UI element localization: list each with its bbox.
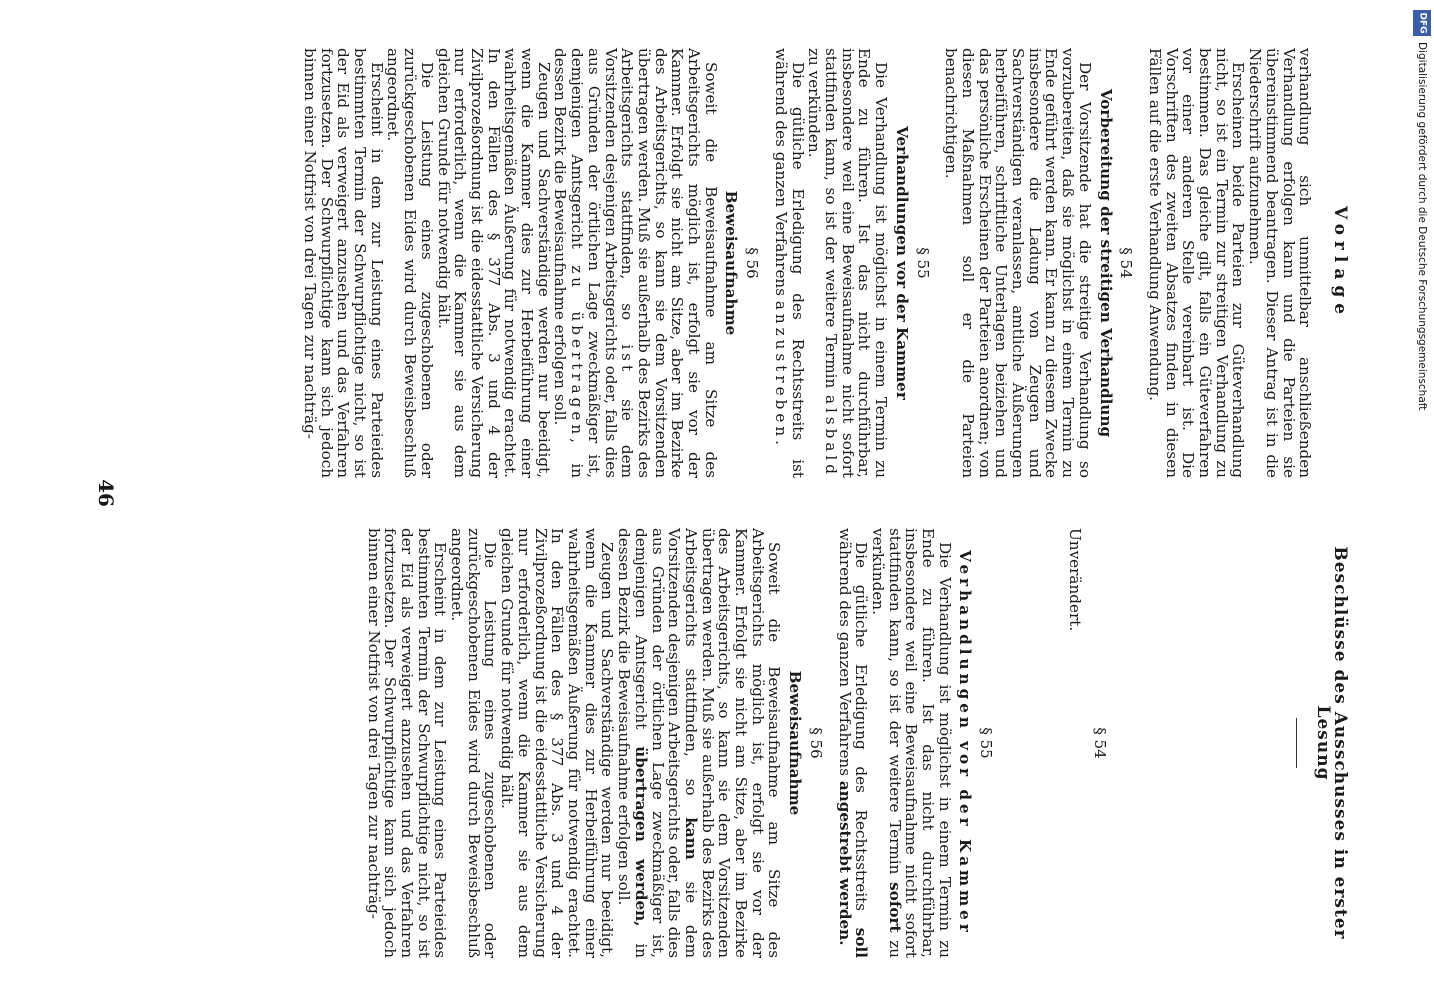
section-number: § 54 xyxy=(1117,247,1136,279)
column-vorlage xyxy=(301,48,1348,478)
paragraph: Soweit die Beweisaufnahme am Sitze des Arbeitsgerichts möglich ist, erfolgt sie vor der Kammer. Erfolgt sie nicht am Sitze, aber im Bezirke des Arbeitsgerichts, so kann sie dem Vorsitzenden übertragen werden. Muß sie außerhalb des Bezirks des Arbeitsgerichts stattfinden, so ist sie dem Vorsitzenden desjenigen Arbeitsgerichts oder, falls dies aus Gründen der örtlichen Lage zweckmäßiger ist, demjenigen Amtsgericht zu übertragen, in dessen Bezirk die Beweisaufnahme erfolgen soll. xyxy=(551,48,720,479)
paragraph: Erscheint in dem zur Leistung eines Parteieides bestimmten Termin der Schwurpflichtige nicht, so ist der Eid als verweigert anzusehen und das Verfahren fortzusetzen. Der Schwurpflichtige kann sich jedoch binnen einer Notfrist von drei Tagen zur nachträg- xyxy=(300,48,386,478)
paragraph: Zeugen und Sachverständige werden nur beeidigt, wenn die Kammer dies zur Herbeiführung einer wahrheitsgemäßen Äußerung für notwendig erachtet. In den Fällen des § 377 Abs. 3 und 4 der Zivilprozeßordnung ist die eidesstattliche Versicherung nur erforderlich, wenn die Kammer sie aus dem gleichen Grunde für notwendig hält. xyxy=(498,528,617,958)
section-number: § 55 xyxy=(913,247,932,279)
paragraph: Die gütliche Erledigung des Rechtsstreits ist während des ganzen Verfahrens anzustreben. xyxy=(771,48,807,478)
section-number: § 55 xyxy=(977,727,996,759)
column-title: Beschlüsse des Ausschusses in erster Lesung xyxy=(1313,546,1350,940)
section-number: § 54 xyxy=(1090,727,1109,759)
section-heading: Beweisaufnahme xyxy=(786,670,805,816)
paragraph: Der Vorsitzende hat die streitige Verhandlung so vorzubereiten, daß sie möglichst in einem Termin zu Ende geführt werden kann. Er kann zu diesem Zwecke insbesondere die Ladung von Zeugen und Sachverständigen veranlassen, amtliche Äußerungen herbeiführen, schriftliche Unterlagen beiziehen und das persönliche Erscheinen der Parteien anordnen; von diesen Maßnahmen soll er die Parteien benachrichtigen. xyxy=(942,48,1094,478)
section-heading: Verhandlungen vor der Kammer xyxy=(892,126,911,400)
paragraph: Die gütliche Erledigung des Rechtsstreits soll während des ganzen Verfahrens angestrebt werden. xyxy=(835,528,871,958)
paragraph: Die Verhandlung ist möglichst in einem Termin zu Ende zu führen. Ist das nicht durchführbar, insbesondere weil eine Beweisaufnahme nicht sofort stattfinden kann, so ist der weitere Termin sofort zu verkünden. xyxy=(868,528,954,959)
dfg-logo: DFG xyxy=(1413,10,1431,36)
paragraph: verhandlung sich unmittelbar anschließenden Verhandlung erfolgen kann und die Parteien sie übereinstimmend beantragen. Dieser Antrag ist in die Niederschrift aufzunehmen. xyxy=(1246,48,1315,478)
paragraph: Unverändert. xyxy=(1065,528,1084,632)
paragraph: Die Leistung eines zugeschobenen oder zurückgeschobenen Eides wird durch Beweisbeschluß angeordnet. xyxy=(448,528,500,958)
scanned-page xyxy=(8,8,1388,988)
section-heading: Vorbereitung der streitigen Verhandlung xyxy=(1096,88,1115,438)
paragraph: Die Leistung eines zugeschobenen oder zurückgeschobenen Eides wird durch Beweisbeschluß angeordnet. xyxy=(384,48,436,478)
paragraph: Zeugen und Sachverständige werden nur beeidigt, wenn die Kammer dies zur Herbeiführung einer wahrheitsgemäßen Äußerung für notwendig erachtet. In den Fällen des § 377 Abs. 3 und 4 der Zivilprozeßordnung ist die eidesstattliche Versicherung nur erforderlich, wenn die Kammer sie aus dem gleichen Grunde für notwendig hält. xyxy=(434,48,553,478)
page-number: 46 xyxy=(94,479,118,507)
section-heading: Verhandlungen vor der Kammer xyxy=(956,550,975,936)
column-beschluesse xyxy=(365,528,1348,958)
stamp-text: Digitalisierung gefördert durch die Deutsche Forschungsgemeinschaft xyxy=(1416,42,1428,411)
paragraph: Erscheinen beide Parteien zur Güteverhandlung nicht, so ist ein Termin zur streitigen Verhandlung zu bestimmen. Das gleiche gilt, falls ein Güteverfahren vor einer anderen Stelle vereinbart ist. Die Vorschriften des zweiten Absatzes finden in diesen Fällen auf die erste Verhandlung Anwendung. xyxy=(1145,48,1248,478)
paragraph: Erscheint in dem zur Leistung eines Parteieides bestimmten Termin der Schwurpflichtige nicht, so ist der Eid als verweigert anzusehen und das Verfahren fortzusetzen. Der Schwurpflichtige kann sich jedoch binnen einer Notfrist von drei Tagen zur nachträg- xyxy=(364,528,450,958)
title-divider xyxy=(1296,718,1297,768)
section-number: § 56 xyxy=(806,727,825,759)
section-number: § 56 xyxy=(743,247,762,279)
digitization-stamp xyxy=(1412,8,1432,411)
column-title: Vorlage xyxy=(1330,205,1350,321)
paragraph: Soweit die Beweisaufnahme am Sitze des Arbeitsgerichts möglich ist, erfolgt sie vor der Kammer. Erfolgt sie nicht am Sitze, aber im Bezirke des Arbeitsgerichts, so kann sie dem Vorsitzenden übertragen werden. Muß sie außerhalb des Bezirks des Arbeitsgerichts stattfinden, so kann sie dem Vorsitzenden desjenigen Arbeitsgerichts oder, falls dies aus Gründen der örtlichen Lage zweckmäßiger ist, demjenigen Amtsgericht übertragen werden, in dessen Bezirk die Beweisaufnahme erfolgen soll. xyxy=(615,528,784,958)
paragraph: Die Verhandlung ist möglichst in einem Termin zu Ende zu führen. Ist das nicht durchführbar, insbesondere weil eine Beweisaufnahme nicht sofort stattfinden kann, so ist der weitere Termin alsbald zu verkünden. xyxy=(805,48,891,479)
section-heading: Beweisaufnahme xyxy=(722,190,741,336)
